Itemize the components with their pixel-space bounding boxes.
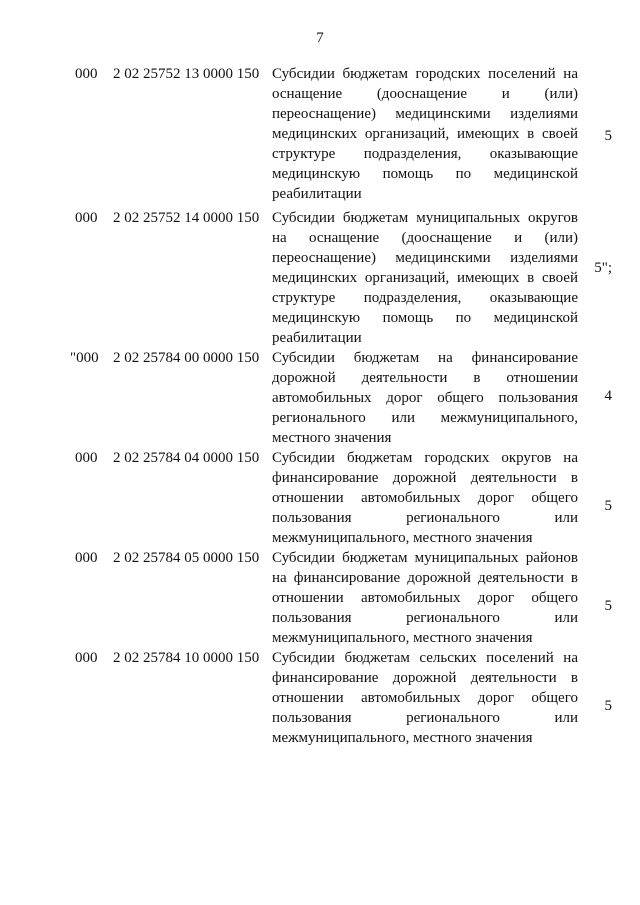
table-row [0, 448, 640, 548]
revenue-name: Субсидии бюджетам муниципальных районов на финансирование дорожной деятельности в отношении автомобильных дорог общего пользования регионального или межмуниципального, местного значения [272, 550, 578, 646]
table-row [0, 648, 640, 748]
row-value: 5 [604, 498, 612, 514]
row-value: 4 [604, 388, 612, 404]
budget-classification-code: 2 02 25752 14 0000 150 [113, 210, 260, 226]
admin-code: 000 [75, 650, 98, 666]
page-number: 7 [316, 30, 324, 46]
table-row [0, 348, 640, 448]
admin-code: 000 [75, 550, 98, 566]
admin-code: 000 [75, 210, 98, 226]
row-value: 5 [604, 598, 612, 614]
budget-codes-table [0, 64, 640, 748]
table-row [0, 208, 640, 348]
revenue-name: Субсидии бюджетам городских поселений на оснащение (дооснащение и (или) переоснащение) медицинскими изделиями медицинских организаций, имеющих в своей структуре подразделения, оказывающие медицинскую помощь по медицинской реабилитации [272, 66, 578, 202]
revenue-name: Субсидии бюджетам городских округов на финансирование дорожной деятельности в отношении автомобильных дорог общего пользования регионального или межмуниципального, местного значения [272, 450, 578, 546]
admin-code: 000 [75, 66, 98, 82]
table-row [0, 64, 640, 208]
budget-classification-code: 2 02 25784 00 0000 150 [113, 350, 260, 366]
row-value: 5 [604, 698, 612, 714]
row-value: 5"; [594, 260, 612, 276]
budget-classification-code: 2 02 25784 05 0000 150 [113, 550, 260, 566]
admin-code: "000 [70, 350, 99, 366]
admin-code: 000 [75, 450, 98, 466]
revenue-name: Субсидии бюджетам на финансирование дорожной деятельности в отношении автомобильных дорог общего пользования регионального или межмуниципального, местного значения [272, 350, 578, 446]
row-value: 5 [604, 128, 612, 144]
budget-classification-code: 2 02 25752 13 0000 150 [113, 66, 260, 82]
budget-classification-code: 2 02 25784 04 0000 150 [113, 450, 260, 466]
budget-classification-code: 2 02 25784 10 0000 150 [113, 650, 260, 666]
revenue-name: Субсидии бюджетам муниципальных округов на оснащение (дооснащение и (или) переоснащение) медицинскими изделиями медицинских организаций, имеющих в своей структуре подразделения, оказывающие медицинскую помощь по медицинской реабилитации [272, 210, 578, 346]
table-row [0, 548, 640, 648]
revenue-name: Субсидии бюджетам сельских поселений на финансирование дорожной деятельности в отношении автомобильных дорог общего пользования регионального или межмуниципального, местного значения [272, 650, 578, 746]
